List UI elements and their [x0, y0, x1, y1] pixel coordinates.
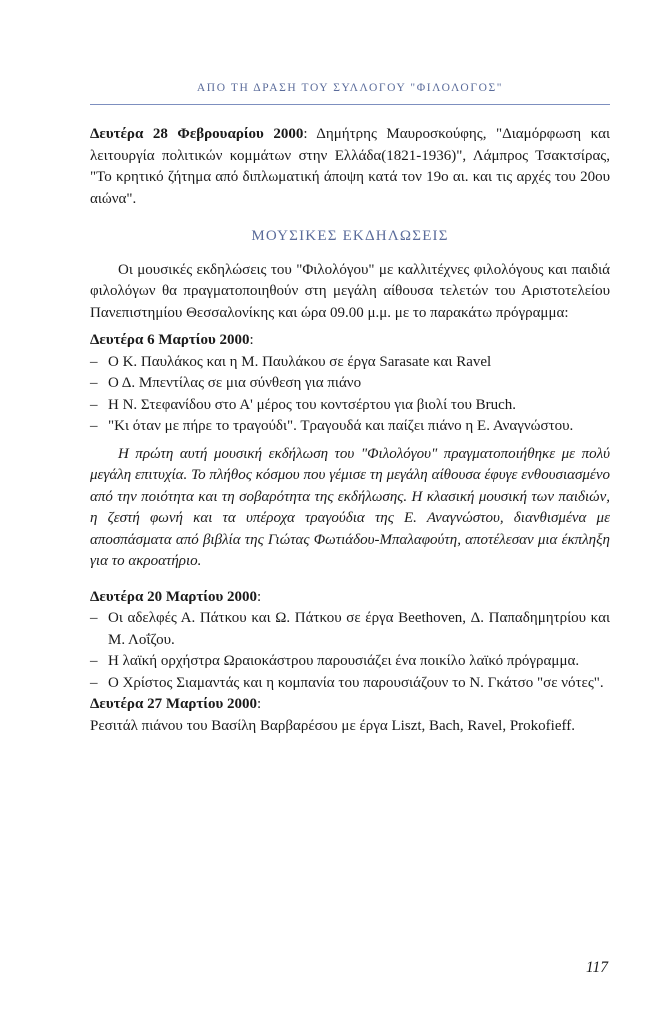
page-number: 117	[585, 959, 608, 976]
event2-item-3: Ο Χρίστος Σιαμαντάς και η κομπανία του παρουσιάζουν το Ν. Γκάτσο "σε νότες".	[108, 674, 604, 691]
running-head: ΑΠΟ ΤΗ ΔΡΑΣΗ ΤΟΥ ΣΥΛΛΟΓΟΥ "ΦΙΛΟΛΟΓΟΣ"	[196, 82, 504, 94]
event3-date: Δευτέρα 27 Μαρτίου 2000	[90, 696, 257, 712]
list-item	[90, 373, 610, 395]
list-item	[90, 416, 610, 438]
lecture-text: : Δημήτρης Μαυροσκούφης, "Διαμόρφωση και λειτουργία πολιτικών κομμάτων στην Ελλάδα(1821-1936)", Λάμπρος Τσακτσίρας, "Το κρητικό ζήτημα από διπλωματική άποψη κατά τον 19ο αι. και τις αρχές του 20ου αιώνα".	[90, 126, 610, 207]
lecture-entry	[90, 124, 610, 210]
event3-text: Ρεσιτάλ πιάνου του Βασίλη Βαρβαρέσου με έργα Liszt, Bach, Ravel, Prokofieff.	[90, 717, 575, 734]
event1-item-4: "Κι όταν με πήρε το τραγούδι". Τραγουδά και παίζει πιάνο η Ε. Αναγνώστου.	[108, 418, 574, 434]
lecture-date: Δευτέρα 28 Φεβρουαρίου 2000	[90, 126, 304, 142]
event2-colon: :	[256, 588, 262, 605]
dash-marker: –	[90, 418, 98, 434]
dash-marker: –	[90, 653, 98, 669]
page-body	[90, 124, 610, 737]
dash-marker: –	[90, 674, 98, 691]
event1-date: Δευτέρα 6 Μαρτίου 2000	[90, 332, 250, 348]
event3-heading	[90, 694, 610, 716]
event2-item-1: Οι αδελφές Α. Πάτκου και Ω. Πάτκου σε έργα Beethoven, Δ. Παπαδημητρίου και Μ. Λοΐζου.	[108, 610, 610, 648]
list-item	[90, 395, 610, 417]
event1-review: Η πρώτη αυτή μουσική εκδήλωση του "Φιλολόγου" πραγματοποιήθηκε με πολύ μεγάλη επιτυχία. Το πλήθος κόσμου που γέμισε τη μεγάλη αίθουσα έφυγε ενθουσιασμένο από την ποιότητα και τη σοβαρότητα της εκδήλωσης. Η κλασική μουσική των παιδιών, η ζεστή φωνή και τα υπέροχα τραγούδια της Ε. Αναγνώστου, διανθισμένα με αποσπάσματα από βιβλία της Γιώτας Φωτιάδου-Μπαλαφούτη, αποτέλεσαν μια έκπληξη για το ακροατήριο.	[90, 445, 610, 569]
event1-item-3: Η Ν. Στεφανίδου στο Α' μέρος του κοντσέρτου για βιολί του Bruch.	[108, 396, 517, 413]
event2-item-2: Η λαϊκή ορχήστρα Ωραιοκάστρου παρουσιάζει ένα ποικίλο λαϊκό πρόγραμμα.	[108, 653, 580, 669]
event3-colon: :	[256, 696, 262, 712]
event2-heading	[90, 587, 610, 609]
intro-paragraph: Οι μουσικές εκδηλώσεις του "Φιλολόγου" με καλλιτέχνες φιλολόγους και παιδιά φιλολόγων θα πραγματοποιηθούν στη μεγάλη αίθουσα τελετών του Αριστοτελείου Πανεπιστημίου Θεσσαλονίκης και ώρα 09.00 μ.μ. με το παρακάτω πρόγραμμα:	[90, 261, 610, 321]
list-item	[90, 651, 610, 673]
dash-marker: –	[90, 610, 98, 626]
list-item	[90, 673, 610, 695]
dash-marker: –	[90, 375, 98, 391]
header-rule	[90, 104, 610, 105]
event1-colon: :	[249, 332, 254, 348]
section-title: ΜΟΥΣΙΚΕΣ ΕΚΔΗΛΩΣΕΙΣ	[251, 228, 449, 244]
list-item	[90, 608, 610, 651]
event1-item-2: Ο Δ. Μπεντίλας σε μια σύνθεση για πιάνο	[108, 375, 362, 391]
event1-item-1: Ο Κ. Παυλάκος και η Μ. Παυλάκου σε έργα Sarasate και Ravel	[108, 353, 492, 370]
dash-marker: –	[90, 353, 98, 370]
list-item	[90, 352, 610, 374]
event1-heading	[90, 330, 610, 352]
dash-marker: –	[90, 396, 98, 413]
event2-date: Δευτέρα 20 Μαρτίου 2000	[90, 588, 257, 605]
